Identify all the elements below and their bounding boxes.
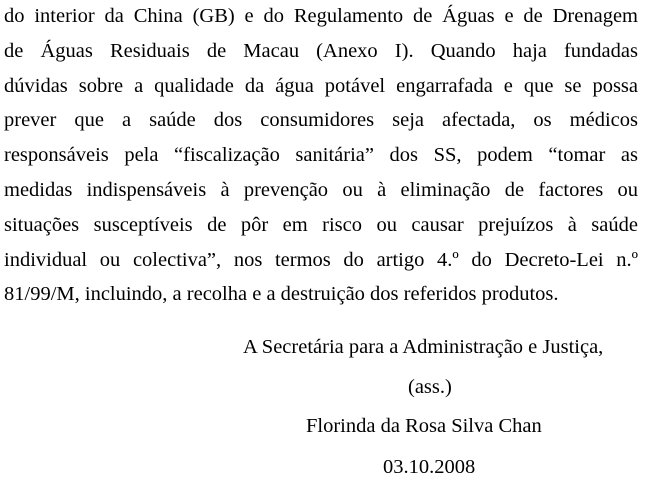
paragraph-line: dúvidas sobre a qualidade da água potável engarrafada e que se possa <box>4 74 638 97</box>
signed-marker: (ass.) <box>408 376 452 398</box>
signatory-name: Florinda da Rosa Silva Chan <box>306 415 542 437</box>
body-paragraph <box>4 0 638 312</box>
paragraph-line: 81/99/M, incluindo, a recolha e a destruição dos referidos produtos. <box>4 283 559 306</box>
paragraph-line: do interior da China (GB) e do Regulamento de Águas e de Drenagem <box>4 5 638 27</box>
paragraph-line: individual ou colectiva”, nos termos do artigo 4.º do Decreto-Lei n.º <box>4 248 638 271</box>
signatory-title: A Secretária para a Administração e Justiça, <box>243 336 604 358</box>
signature-date: 03.10.2008 <box>383 456 476 478</box>
paragraph-line: responsáveis pela “fiscalização sanitária” dos SS, podem “tomar as <box>4 144 638 167</box>
paragraph-line: de Águas Residuais de Macau (Anexo I). Quando haja fundadas <box>4 39 638 62</box>
paragraph-line: prever que a saúde dos consumidores seja afectada, os médicos <box>4 109 638 132</box>
paragraph-line: situações susceptíveis de pôr em risco ou causar prejuízos à saúde <box>4 213 638 236</box>
paragraph-line: medidas indispensáveis à prevenção ou à eliminação de factores ou <box>4 178 638 201</box>
